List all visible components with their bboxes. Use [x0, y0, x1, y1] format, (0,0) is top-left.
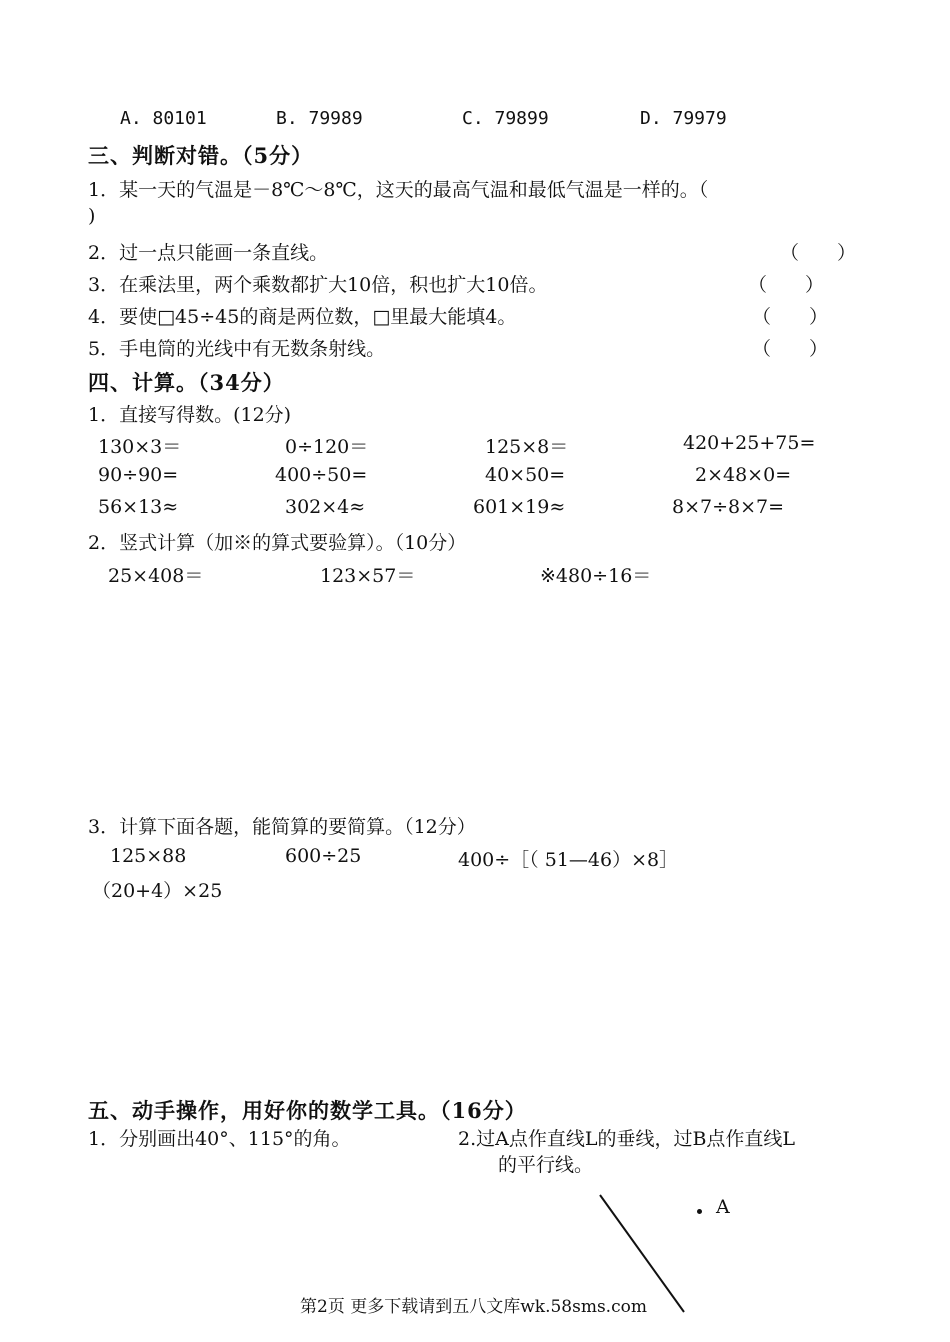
mental-math-item: 90÷90= [98, 464, 179, 486]
mental-math-item: 420+25+75= [683, 432, 816, 454]
simplify-item: 400÷［（ 51—46）×8］ [458, 849, 679, 871]
option-a: A. 80101 [120, 108, 207, 129]
simplify-item: 600÷25 [285, 845, 362, 867]
answer-paren-4[interactable]: （ ） [752, 306, 829, 328]
mental-math-item: 125×8＝ [485, 436, 569, 458]
mental-math-item: 400÷50= [275, 464, 368, 486]
simplify-item: （20+4）×25 [92, 880, 223, 902]
judge-item-5: 5．手电筒的光线中有无数条射线。 [88, 338, 386, 360]
judge-item-4: 4．要使□45÷45的商是两位数，□里最大能填4。 [88, 306, 517, 328]
simplify-item: 125×88 [110, 845, 187, 867]
draw-q2-line2: 的平行线。 [498, 1154, 594, 1176]
answer-paren-5[interactable]: （ ） [752, 338, 829, 360]
judge-item-1-close: ) [88, 205, 96, 227]
section4-title: 四、计算。（34分） [88, 370, 285, 395]
judge-item-1: 1．某一天的气温是－8℃～8℃，这天的最高气温和最低气温是一样的。（ [88, 179, 709, 201]
vertical-calc-item: ※480÷16＝ [540, 565, 652, 587]
section3-title: 三、判断对错。（5分） [88, 143, 314, 168]
page-footer: 第2页 更多下载请到五八文库wk.58sms.com [300, 1297, 647, 1317]
calc-q2-title: 2．竖式计算（加※的算式要验算）。（10分） [88, 532, 467, 554]
section5-title: 五、动手操作，用好你的数学工具。（16分） [88, 1098, 527, 1123]
vertical-calc-item: 25×408＝ [108, 565, 204, 587]
answer-paren-3[interactable]: （ ） [748, 274, 825, 296]
judge-item-2: 2．过一点只能画一条直线。 [88, 242, 329, 264]
draw-q2-line1: 2.过A点作直线L的垂线，过B点作直线L [458, 1128, 796, 1150]
mental-math-item: 8×7÷8×7= [672, 496, 785, 518]
mental-math-item: 0÷120＝ [285, 436, 369, 458]
option-b: B. 79989 [276, 108, 363, 129]
option-d: D. 79979 [640, 108, 727, 129]
point-a-label: A [716, 1196, 730, 1218]
judge-item-3: 3．在乘法里，两个乘数都扩大10倍，积也扩大10倍。 [88, 274, 548, 296]
mental-math-item: 130×3＝ [98, 436, 182, 458]
mental-math-item: 2×48×0= [695, 464, 792, 486]
mental-math-item: 601×19≈ [473, 496, 566, 518]
option-c: C. 79899 [462, 108, 549, 129]
point-a-dot [697, 1209, 702, 1214]
draw-q1: 1．分别画出40°、115°的角。 [88, 1128, 351, 1150]
calc-q3-title: 3．计算下面各题，能简算的要简算。（12分） [88, 816, 476, 838]
vertical-calc-item: 123×57＝ [320, 565, 416, 587]
mental-math-item: 40×50= [485, 464, 566, 486]
mental-math-item: 302×4≈ [285, 496, 366, 518]
answer-paren-2[interactable]: （ ） [780, 242, 857, 264]
calc-q1-title: 1．直接写得数。(12分) [88, 404, 292, 426]
mental-math-item: 56×13≈ [98, 496, 179, 518]
